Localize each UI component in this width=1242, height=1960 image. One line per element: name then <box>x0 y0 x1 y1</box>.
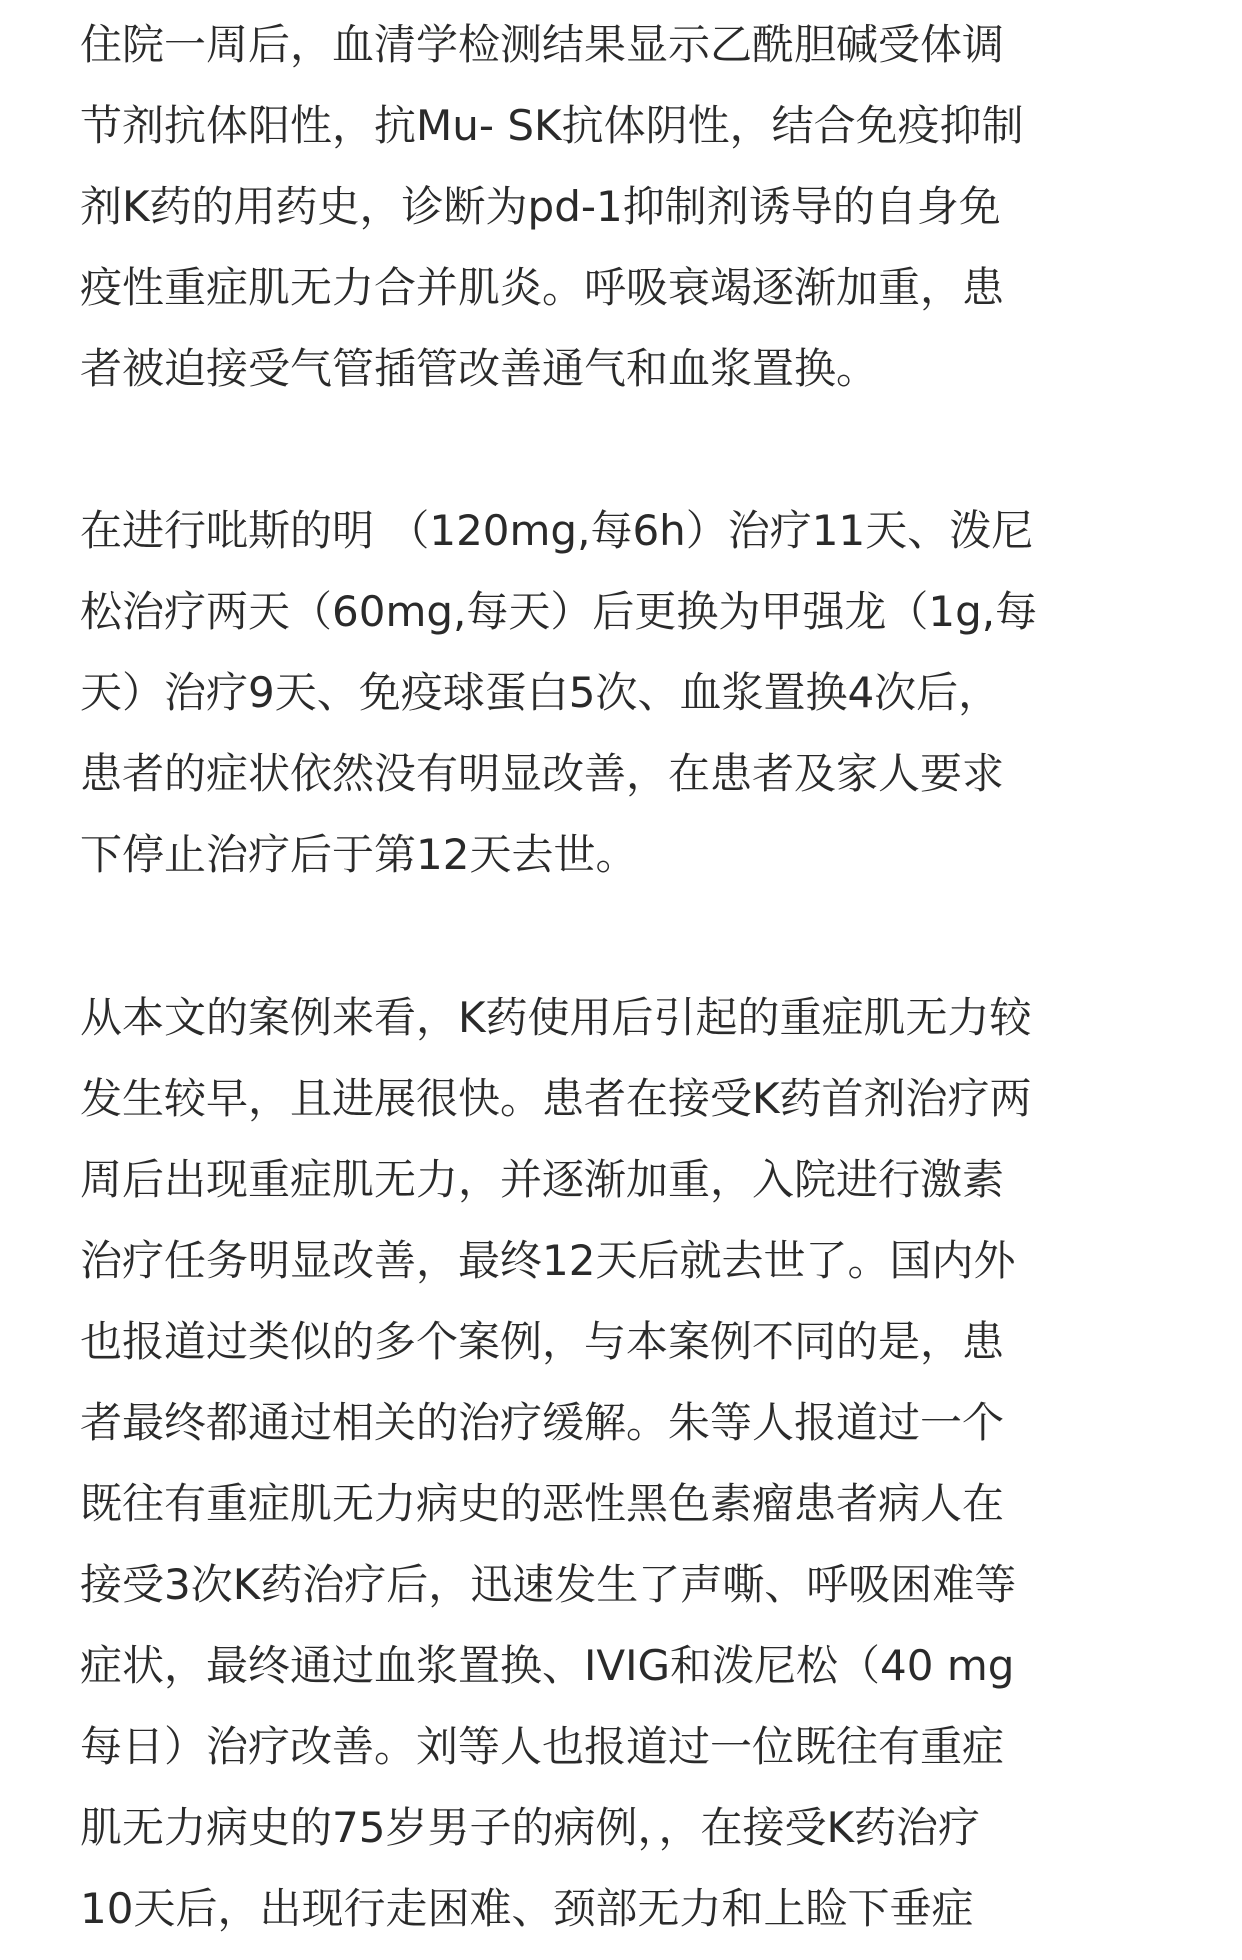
paragraph-diagnosis: 住院一周后，血清学检测结果显示乙酰胆碱受体调 节剂抗体阳性，抗Mu- SK抗体阴性，结合免疫抑制 剂K药的用药史，诊断为pd-1抑制剂诱导的自身免 疫性重症肌无力合并肌炎。呼吸衰竭逐渐加重，患 者被迫接受气管插管改善通气和血浆置换。 <box>80 20 1024 393</box>
paragraph-discussion: 从本文的案例来看，K药使用后引起的重症肌无力较 发生较早，且进展很快。患者在接受K药首剂治疗两 周后出现重症肌无力，并逐渐加重，入院进行激素 治疗任务明显改善，最终12天后就去世了。国内外 也报道过类似的多个案例，与本案例不同的是，患 者最终都通过相关的治疗缓解。朱等人报道过一个 既往有重症肌无力病史的恶性黑色素瘤患者病人在 接受3次K药治疗后，迅速发生了声嘶、呼吸困难等 症状，最终通过血浆置换、IVIG和泼尼松（40 mg 每日）治疗改善。刘等人也报道过一位既往有重症 肌无力病史的75岁男子的病例，，在接受K药治疗 10天后，出现行走困难、颈部无力和上睑下垂症 <box>80 993 1032 1933</box>
paragraph-treatment: 在进行吡斯的明 （120mg,每6h）治疗11天、泼尼 松治疗两天（60mg,每天）后更换为甲强龙（1g,每 天）治疗9天、免疫球蛋白5次、血浆置换4次后， 患者的症状依然没有明显改善，在患者及家人要求 下停止治疗后于第12天去世。 <box>80 506 1038 879</box>
